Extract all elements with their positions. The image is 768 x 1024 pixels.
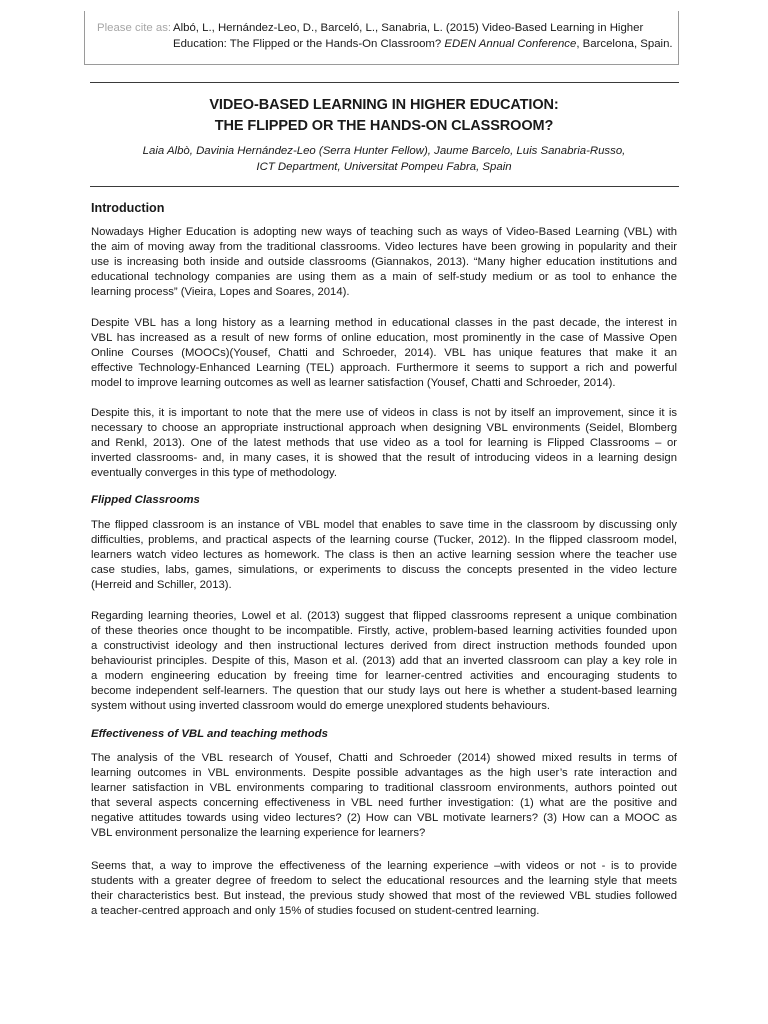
author-affiliation: ICT Department, Universitat Pompeu Fabra, Spain — [256, 161, 512, 173]
paragraph-line: use is increasing both inside and outside classrooms (Giannakos, 2013). “Many higher education institutions and — [91, 256, 677, 268]
citation-line-2 — [173, 36, 673, 52]
paragraph-line: and Renkl, 2013). One of the latest methods that use video as a tool for learning is Flipped Classrooms – or — [91, 437, 677, 449]
citation-box — [84, 11, 679, 65]
paragraph-line: of these theories once thought to be incompatible. Firstly, active, problem-based learning activities founded upon — [91, 625, 677, 637]
paragraph-line: learners watch video lectures as homework. The class is then an active learning session where the teacher use — [91, 549, 677, 561]
title-line-2: THE FLIPPED OR THE HANDS-ON CLASSROOM? — [214, 118, 554, 134]
top-rule — [90, 82, 679, 83]
paragraph-line: students with a greater degree of freedom to select the educational resources and the learning style that meets — [91, 875, 677, 887]
paragraph-line: (Herreid and Schiller, 2013). — [91, 579, 232, 591]
paragraph-line: learning process” (Vieira, Lopes and Soares, 2014). — [91, 286, 350, 298]
citation-label: Please cite as: — [97, 22, 172, 34]
paragraph-line: that several aspects concerning effectiveness in VBL need further investigation: (1) what are the positive and — [91, 797, 677, 809]
paragraph-line: difficulties, problems, and practical aspects of the learning course (Tucker, 2012). In the flipped classroom model, — [91, 534, 677, 546]
paragraph-line: a modern engineering education by freeing time for learner-centred activities and encouraging students to — [91, 670, 677, 682]
paragraph-line: inverted classrooms- and, in many cases, it is showed that the result of introducing videos in a learning design — [91, 452, 677, 464]
paragraph-line: VBL has increased as a result of new forms of online education, most prominently in the case of Massive Open — [91, 332, 677, 344]
paragraph-line: system without using inverted classroom would do emerge unexplored students behaviours. — [91, 700, 551, 712]
paragraph-line: Despite VBL has a long history as a learning method in educational classes in the past decade, the interest in — [91, 317, 677, 329]
paragraph-line: a teacher-centred approach and only 15% of studies focused on student-centred learning. — [91, 905, 540, 917]
paragraph-line: The analysis of the VBL research of Yousef, Chatti and Schroeder (2014) showed mixed results in terms of — [91, 752, 677, 764]
paragraph-line: Despite this, it is important to note that the mere use of videos in class is not by itself an improvement, since it is — [91, 407, 677, 419]
paragraph-line: become independent self-learners. The question that our study lays out here is whether a student-based learning — [91, 685, 677, 697]
citation-line-2-start: Education: The Flipped or the Hands-On Classroom? — [173, 38, 445, 50]
paragraph-line: effective Technology-Enhanced Learning (TEL) approach. Furthermore it seems to support a rich and powerful — [91, 362, 677, 374]
citation-line-1: Albó, L., Hernández-Leo, D., Barceló, L., Sanabria, L. (2015) Video-Based Learning in Higher — [173, 22, 644, 34]
paragraph-line: VBL environment personalize the learning experience for learners? — [91, 827, 426, 839]
paragraph-line: Online Courses (MOOCs)(Yousef, Chatti and Schroeder, 2014). VBL has unique features that make it an — [91, 347, 677, 359]
paragraph-line: their characteristics best. But instead, the previous study showed that most of the reviewed VBL studies followed — [91, 890, 677, 902]
paragraph-line: Seems that, a way to improve the effectiveness of the learning experience –with videos or not - is to provide — [91, 860, 677, 872]
paragraph-line: case studies, labs, games, simulations, or experiments to discuss the concepts presented in the video lecture — [91, 564, 677, 576]
author-names: Laia Albò, Davinia Hernández-Leo (Serra Hunter Fellow), Jaume Barcelo, Luis Sanabria-Russo, — [142, 145, 626, 157]
citation-venue: EDEN Annual Conference — [444, 38, 577, 50]
paragraph-line: negative attitudes towards using video lectures? (2) How can VBL motivate learners? (3) How can a MOOC as — [91, 812, 677, 824]
paragraph-line: eventually converges in this type of methodology. — [91, 467, 337, 479]
title-rule — [90, 186, 679, 187]
paragraph-line: a constructivist ideology and then instructional lectures derived from direct instruction methods founded upon — [91, 640, 677, 652]
paragraph-line: the aim of moving away from the traditional classrooms. Video lectures have been growing in popularity and their — [91, 241, 677, 253]
heading-introduction: Introduction — [91, 201, 165, 215]
heading-effectiveness: Effectiveness of VBL and teaching methods — [91, 728, 328, 740]
paragraph-line: Regarding learning theories, Lowel et al. (2013) suggest that flipped classrooms represent a unique combination — [91, 610, 677, 622]
paragraph-line: The flipped classroom is an instance of VBL model that enables to save time in the classroom by discussing only — [91, 519, 677, 531]
paragraph-line: behaviourist principles. Despite of this, Mason et al. (2013) add that an inverted classroom can play a key role in — [91, 655, 677, 667]
title-line-1: VIDEO-BASED LEARNING IN HIGHER EDUCATION: — [209, 97, 559, 113]
paragraph-line: learning outcomes in VBL environments. Despite possible advantages as the high user’s rate interaction and — [91, 767, 677, 779]
heading-flipped-classrooms: Flipped Classrooms — [91, 494, 200, 506]
paragraph-line: educational technology companies are using them as a main of self-study medium or as tool to enhance the — [91, 271, 677, 283]
citation-line-2-end: , Barcelona, Spain. — [576, 38, 673, 50]
paragraph-line: Nowadays Higher Education is adopting new ways of teaching such as ways of Video-Based Learning (VBL) with — [91, 226, 677, 238]
paragraph-line: necessary to choose an appropriate instructional approach when designing VBL environments (Seidel, Blomberg — [91, 422, 677, 434]
paragraph-line: learner satisfaction in VBL environments comparing to traditional classroom environments, authors pointed out — [91, 782, 677, 794]
paragraph-line: model to improve learning outcomes as well as learner satisfaction (Yousef, Chatti and Schroeder, 2014). — [91, 377, 616, 389]
